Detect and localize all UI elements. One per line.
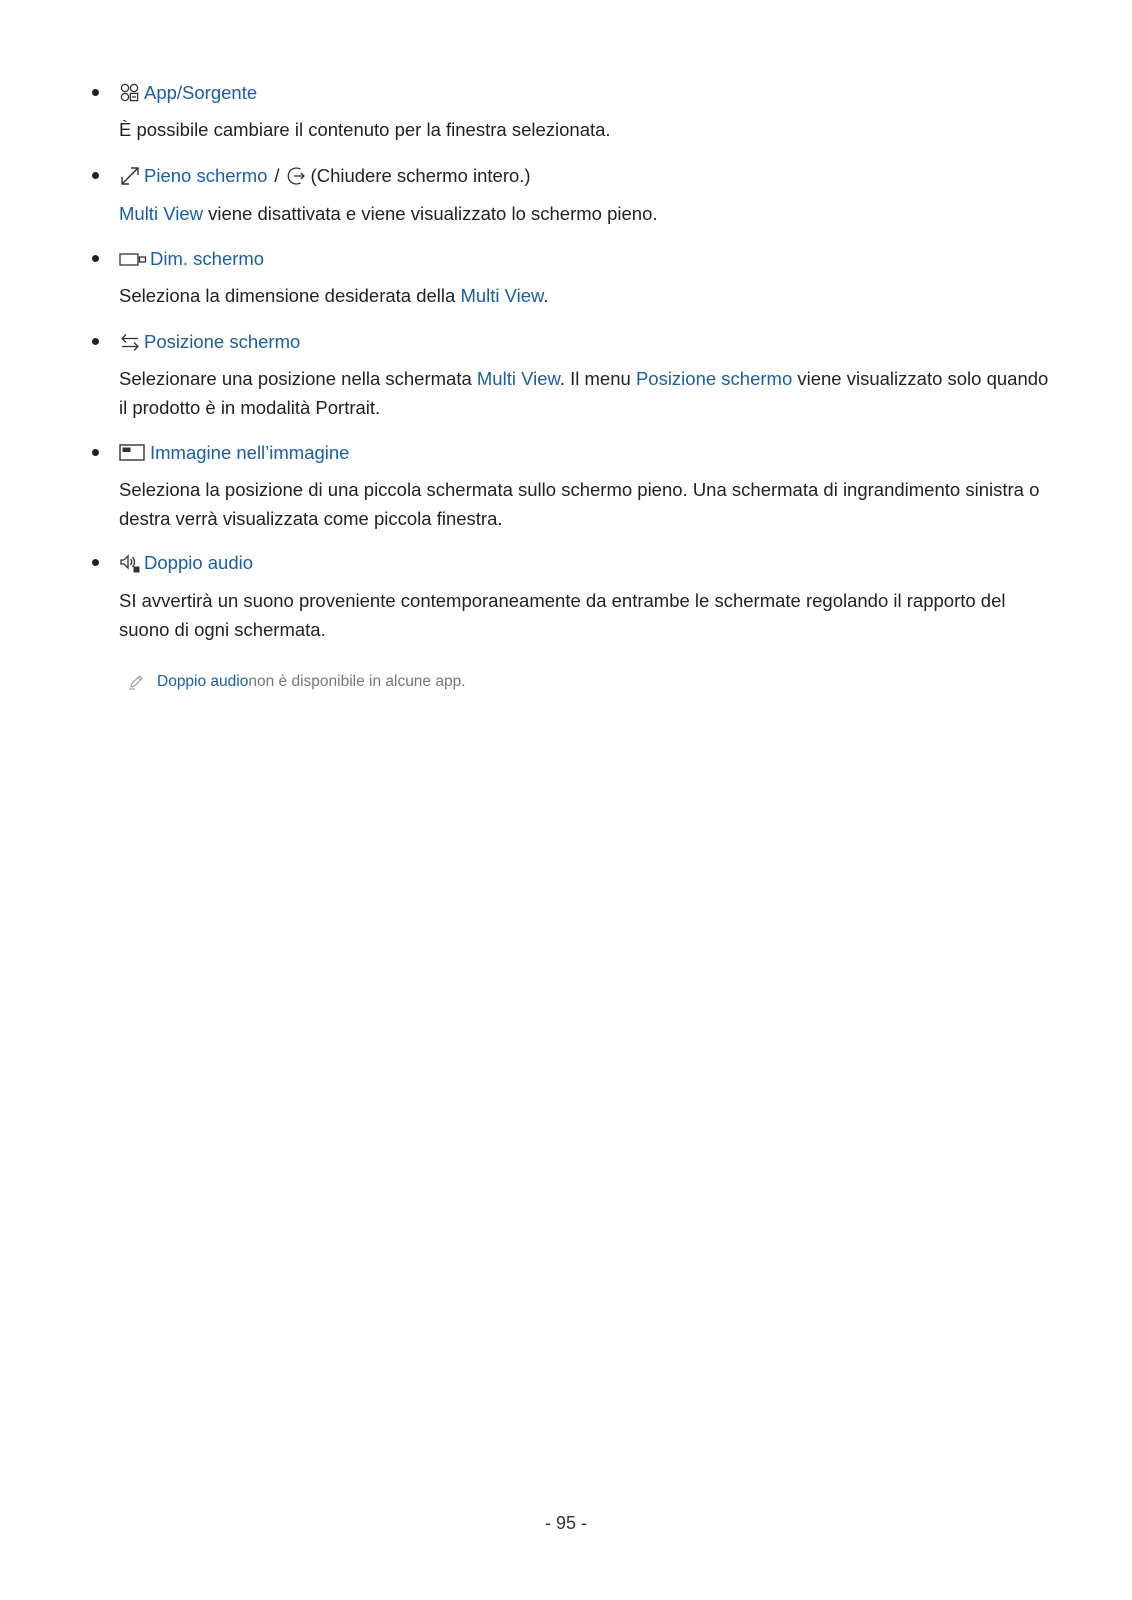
- bullet-dot: [92, 449, 99, 456]
- picture-in-picture-icon: [119, 442, 147, 464]
- desc-text: . Il menu: [559, 368, 636, 389]
- multi-view-link[interactable]: Multi View: [460, 285, 544, 306]
- swap-arrows-icon: [119, 331, 141, 353]
- posizione-schermo-link[interactable]: Posizione schermo: [635, 368, 793, 389]
- item-description: [119, 200, 1059, 229]
- note-link[interactable]: Doppio audio: [157, 673, 249, 690]
- fullscreen-arrow-icon: [119, 165, 141, 187]
- item-title[interactable]: App/Sorgente: [144, 82, 258, 103]
- multi-view-link[interactable]: Multi View: [476, 368, 560, 389]
- separator: /: [274, 165, 280, 186]
- dual-audio-icon: [119, 552, 141, 574]
- item-title[interactable]: Pieno schermo: [144, 165, 268, 186]
- item-title[interactable]: Dim. schermo: [150, 248, 265, 269]
- bullet-dot: [92, 338, 99, 345]
- bullet-dot: [92, 172, 99, 179]
- exit-fullscreen-icon: [286, 165, 308, 187]
- item-description: Seleziona la posizione di una piccola schermata sullo schermo pieno. Una schermata di ingrandimento sinistra o destra verrà visualizzata come piccola finestra.: [119, 479, 1040, 529]
- note: [127, 673, 466, 691]
- item-title[interactable]: Posizione schermo: [144, 331, 301, 352]
- item-description: [119, 282, 1059, 311]
- note-text: non è disponibile in alcune app.: [248, 673, 466, 690]
- item-description: È possibile cambiare il contenuto per la finestra selezionata.: [119, 119, 611, 140]
- item-description: SI avvertirà un suono proveniente contemporaneamente da entrambe le schermate regolando il rapporto del suono di ogni schermata.: [119, 590, 1006, 640]
- item-description: [119, 365, 1059, 422]
- screen-size-icon: [119, 248, 147, 270]
- alt-label: (Chiudere schermo intero.): [310, 165, 531, 186]
- bullet-dot: [92, 559, 99, 566]
- item-title[interactable]: Immagine nell’immagine: [150, 442, 350, 463]
- bullet-dot: [92, 89, 99, 96]
- desc-text: viene visualizzato solo quando il prodotto è in modalità Portrait.: [119, 368, 1049, 418]
- page-number: - 95 -: [544, 1513, 587, 1533]
- bullet-dot: [92, 255, 99, 262]
- pencil-note-icon: [127, 673, 145, 691]
- desc-text: viene disattivata e viene visualizzato lo schermo pieno.: [202, 203, 658, 224]
- multi-view-link[interactable]: Multi View: [119, 203, 203, 224]
- item-title[interactable]: Doppio audio: [144, 552, 254, 573]
- desc-text: Seleziona la dimensione desiderata della: [119, 285, 461, 306]
- desc-text: .: [543, 285, 549, 306]
- desc-text: Selezionare una posizione nella schermata: [119, 368, 477, 389]
- apps-grid-icon: [119, 82, 141, 104]
